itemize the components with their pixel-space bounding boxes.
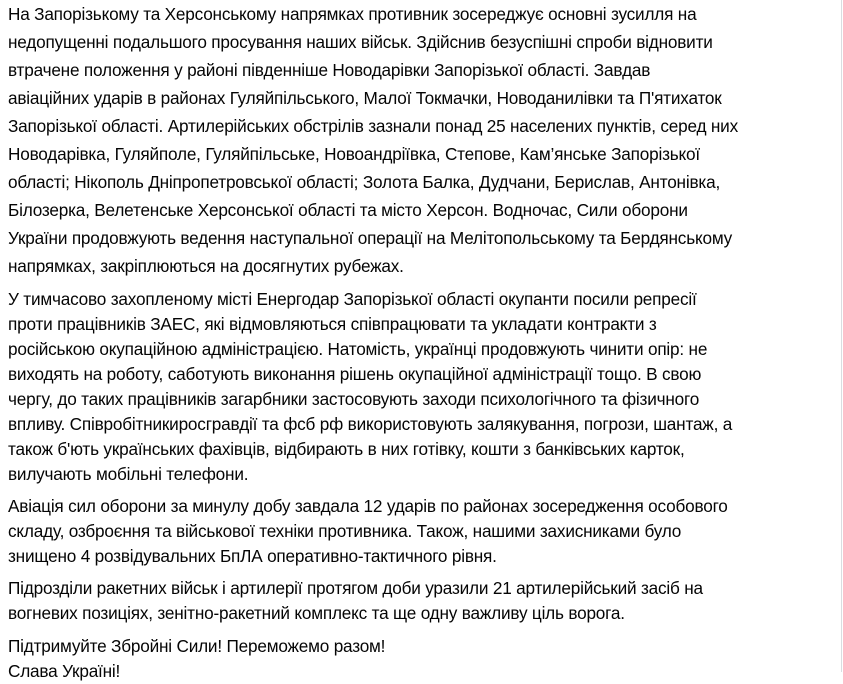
text-line: чергу, до таких працівників загарбники застосовують заходи психологічного та фізичного (8, 389, 700, 409)
text-line: області; Нікополь Дніпропетровської області; Золота Балка, Дудчани, Берислав, Антонівка, (8, 172, 721, 192)
paragraph-enerhodar (8, 287, 834, 487)
text-line: російською окупаційною адміністрацією. Натомість, українці продовжують чинити опір: не (8, 339, 708, 359)
post-text (8, 0, 834, 684)
paragraph-aviation (8, 494, 834, 569)
text-line: Запорізької області. Артилерійських обстрілів зазнали понад 25 населених пунктів, серед них (8, 116, 738, 136)
text-line: України продовжують ведення наступальної операції на Мелітопольському та Бердянському (8, 228, 733, 248)
text-line: впливу. Співробітникиросгравдії та фсб рф використовують залякування, погрози, шантаж, а (8, 414, 733, 434)
text-line: недопущенні подальшого просування наших військ. Здійснив безуспішні спроби відновити (8, 32, 713, 52)
text-line: вилучають мобільні телефони. (8, 464, 249, 484)
text-line: знищено 4 розвідувальних БпЛА оперативно-тактичного рівня. (8, 546, 497, 566)
text-line: авіаційних ударів в районах Гуляйпільського, Малої Токмачки, Новоданилівки та П'ятихаток (8, 88, 722, 108)
paragraph-artillery (8, 576, 834, 626)
right-border (841, 0, 842, 672)
text-line: У тимчасово захопленому місті Енергодар Запорізької області окупанти посили репресії (8, 289, 697, 309)
text-line: Білозерка, Велетенське Херсонської області та місто Херсон. Водночас, Сили оборони (8, 200, 688, 220)
text-line: напрямках, закріплюються на досягнутих рубежах. (8, 256, 404, 276)
text-line: виходять на роботу, саботують виконання рішень окупаційної адміністрації тощо. В свою (8, 364, 702, 384)
text-line: вогневих позиціях, зенітно-ракетний комплекс та ще одну важливу ціль ворога. (8, 603, 625, 623)
text-line: проти працівників ЗАЕС, які відмовляються співпрацювати та укладати контракти з (8, 314, 657, 334)
text-line: Авіація сил оборони за минулу добу завдала 12 ударів по районах зосередження особового (8, 496, 728, 516)
text-line: втрачене положення у районі південніше Новодарівки Запорізької області. Завдав (8, 60, 651, 80)
text-line: складу, озброєння та військової техніки противника. Також, нашими захисниками було (8, 521, 682, 541)
text-line: Підтримуйте Збройні Сили! Переможемо разом! (8, 636, 386, 656)
paragraph-closing (8, 634, 834, 684)
text-line: На Запорізькому та Херсонському напрямках противник зосереджує основні зусилля на (8, 4, 697, 24)
text-line: Новодарівка, Гуляйполе, Гуляйпільське, Новоандріївка, Степове, Кам’янське Запорізької (8, 144, 700, 164)
paragraph-front-situation (8, 0, 834, 280)
text-line: також б'ють українських фахівців, відбирають в них готівку, кошти з банківських карток, (8, 439, 685, 459)
text-line: Підрозділи ракетних військ і артилерії протягом доби уразили 21 артилерійський засіб на (8, 578, 703, 598)
text-line: Слава Україні! (8, 661, 121, 681)
